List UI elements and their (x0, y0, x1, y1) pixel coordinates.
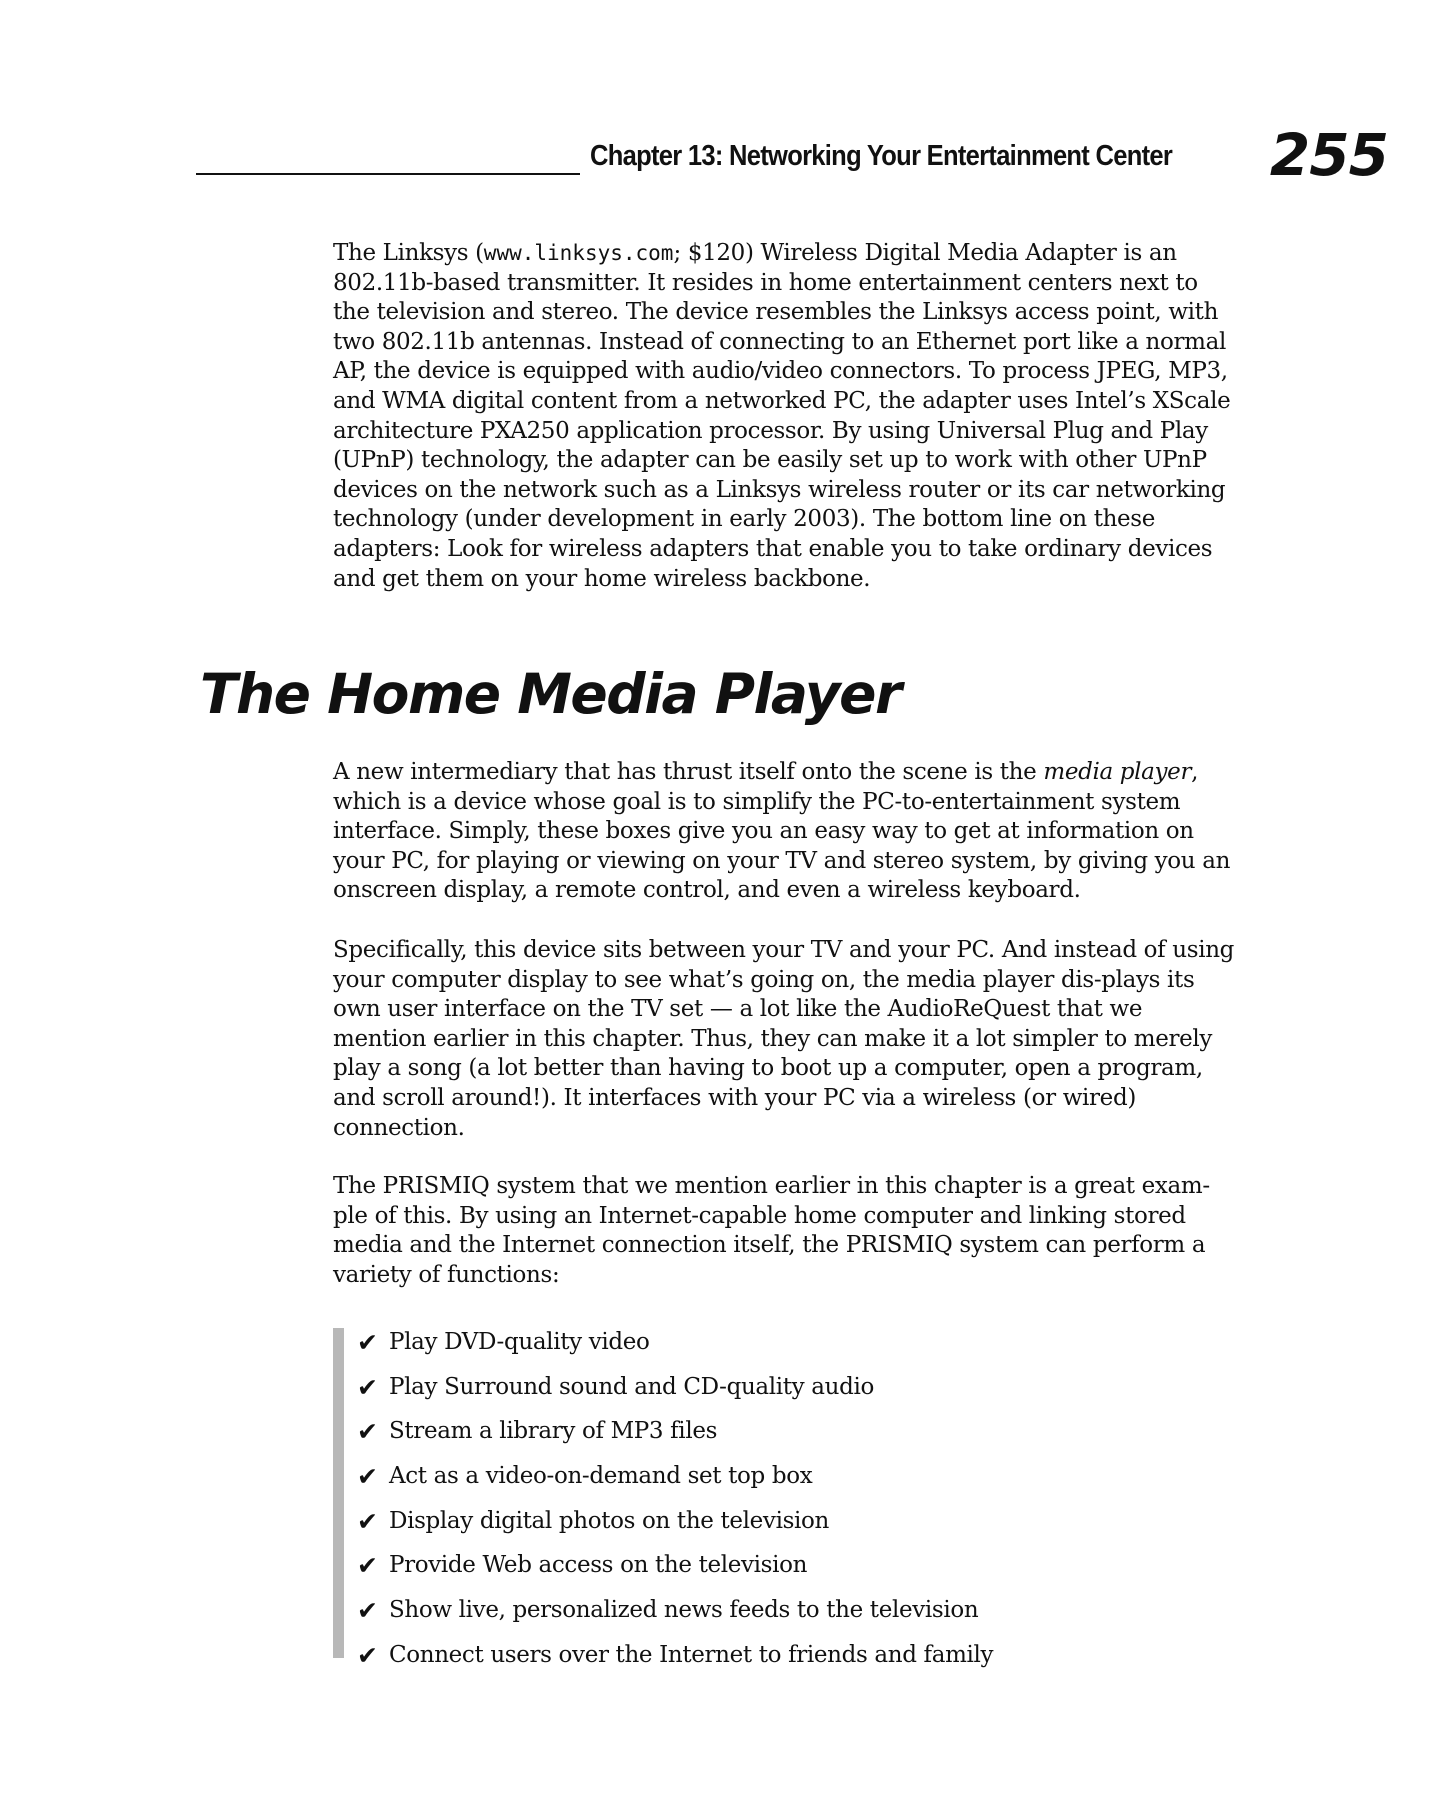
list-item (333, 1550, 1238, 1595)
list-item (333, 1595, 1238, 1640)
functions-list (333, 1327, 1238, 1685)
list-item (333, 1416, 1238, 1461)
list-item-text: Display digital photos on the television (389, 1507, 830, 1534)
check-icon: ✔ (357, 1551, 378, 1581)
prismiq-paragraph: The PRISMIQ system that we mention earlier in this chapter is a great exam-ple of this. By using an Internet-capable home computer and linking stored media and the Internet connection itself, the PRISMIQ system can perform a variety of functions: (333, 1173, 1210, 1288)
linksys-url: www.linksys.com (483, 241, 674, 265)
page-number: 255 (1269, 121, 1388, 189)
chapter-title: Chapter 13: Networking Your Entertainment Center (590, 140, 1173, 172)
intro-text-rest: ; $120) Wireless Digital Media Adapter is an 802.11b-based transmitter. It resides in home entertainment centers next to the television and stereo. The device resembles the Linksys access point, with two 802.11b antennas. Instead of connecting to an Ethernet port like a normal AP, the device is equipped with audio/video connectors. To process JPEG, MP3, and WMA digital content from a networked PC, the adapter uses Intel’s XScale architecture PXA250 application processor. By using Universal Plug and Play (UPnP) technology, the adapter can be easily set up to work with other UPnP devices on the network such as a Linksys wireless router or its car networking technology (under development in early 2003). The bottom line on these adapters: Look for wireless adapters that enable you to take ordinary devices and get them on your home wireless backbone. (333, 240, 1231, 592)
list-item-text: Play Surround sound and CD-quality audio (389, 1373, 874, 1400)
list-item-text: Play DVD-quality video (389, 1329, 650, 1355)
check-icon: ✔ (357, 1417, 378, 1447)
check-icon: ✔ (357, 1506, 378, 1536)
header-rule (196, 173, 580, 175)
running-head (196, 121, 1388, 192)
list-item (333, 1327, 1238, 1372)
check-icon: ✔ (357, 1596, 378, 1626)
list-item-text: Provide Web access on the television (389, 1552, 808, 1579)
list-item (333, 1506, 1238, 1551)
list-item-text: Stream a library of MP3 files (389, 1418, 718, 1445)
list-item (333, 1461, 1238, 1506)
list-item-text: Show live, personalized news feeds to the television (389, 1597, 979, 1624)
list-item (333, 1372, 1238, 1417)
media-player-paragraph (333, 758, 1238, 906)
check-icon: ✔ (357, 1372, 378, 1402)
intro-text-start: The Linksys ( (333, 240, 484, 266)
paragraph1-start: A new intermediary that has thrust itself onto the scene is the (333, 759, 1044, 785)
check-icon: ✔ (357, 1462, 378, 1492)
media-player-term: media player (1043, 759, 1192, 785)
list-item-text: Connect users over the Internet to friends and family (389, 1641, 994, 1668)
intro-paragraph (333, 239, 1238, 594)
paragraph1-rest: , which is a device whose goal is to simplify the PC-to-entertainment system interface. Simply, these boxes give you an easy way to get at information on your PC, for playing or viewing on your TV and stereo system, by giving you an onscreen display, a remote control, and even a wireless keyboard. (333, 759, 1231, 904)
list-item (333, 1640, 1238, 1685)
check-icon: ✔ (357, 1328, 378, 1357)
check-icon: ✔ (357, 1640, 378, 1670)
section-heading: The Home Media Player (200, 662, 901, 726)
specifically-paragraph: Specifically, this device sits between your TV and your PC. And instead of using your computer display to see what’s going on, the media player dis-plays its own user interface on the TV set — a lot like the AudioReQuest that we mention earlier in this chapter. Thus, they can make it a lot simpler to merely play a song (a lot better than having to boot up a computer, open a program, and scroll around!). It interfaces with your PC via a wireless (or wired) connection. (333, 937, 1235, 1141)
list-item-text: Act as a video-on-demand set top box (389, 1463, 813, 1490)
